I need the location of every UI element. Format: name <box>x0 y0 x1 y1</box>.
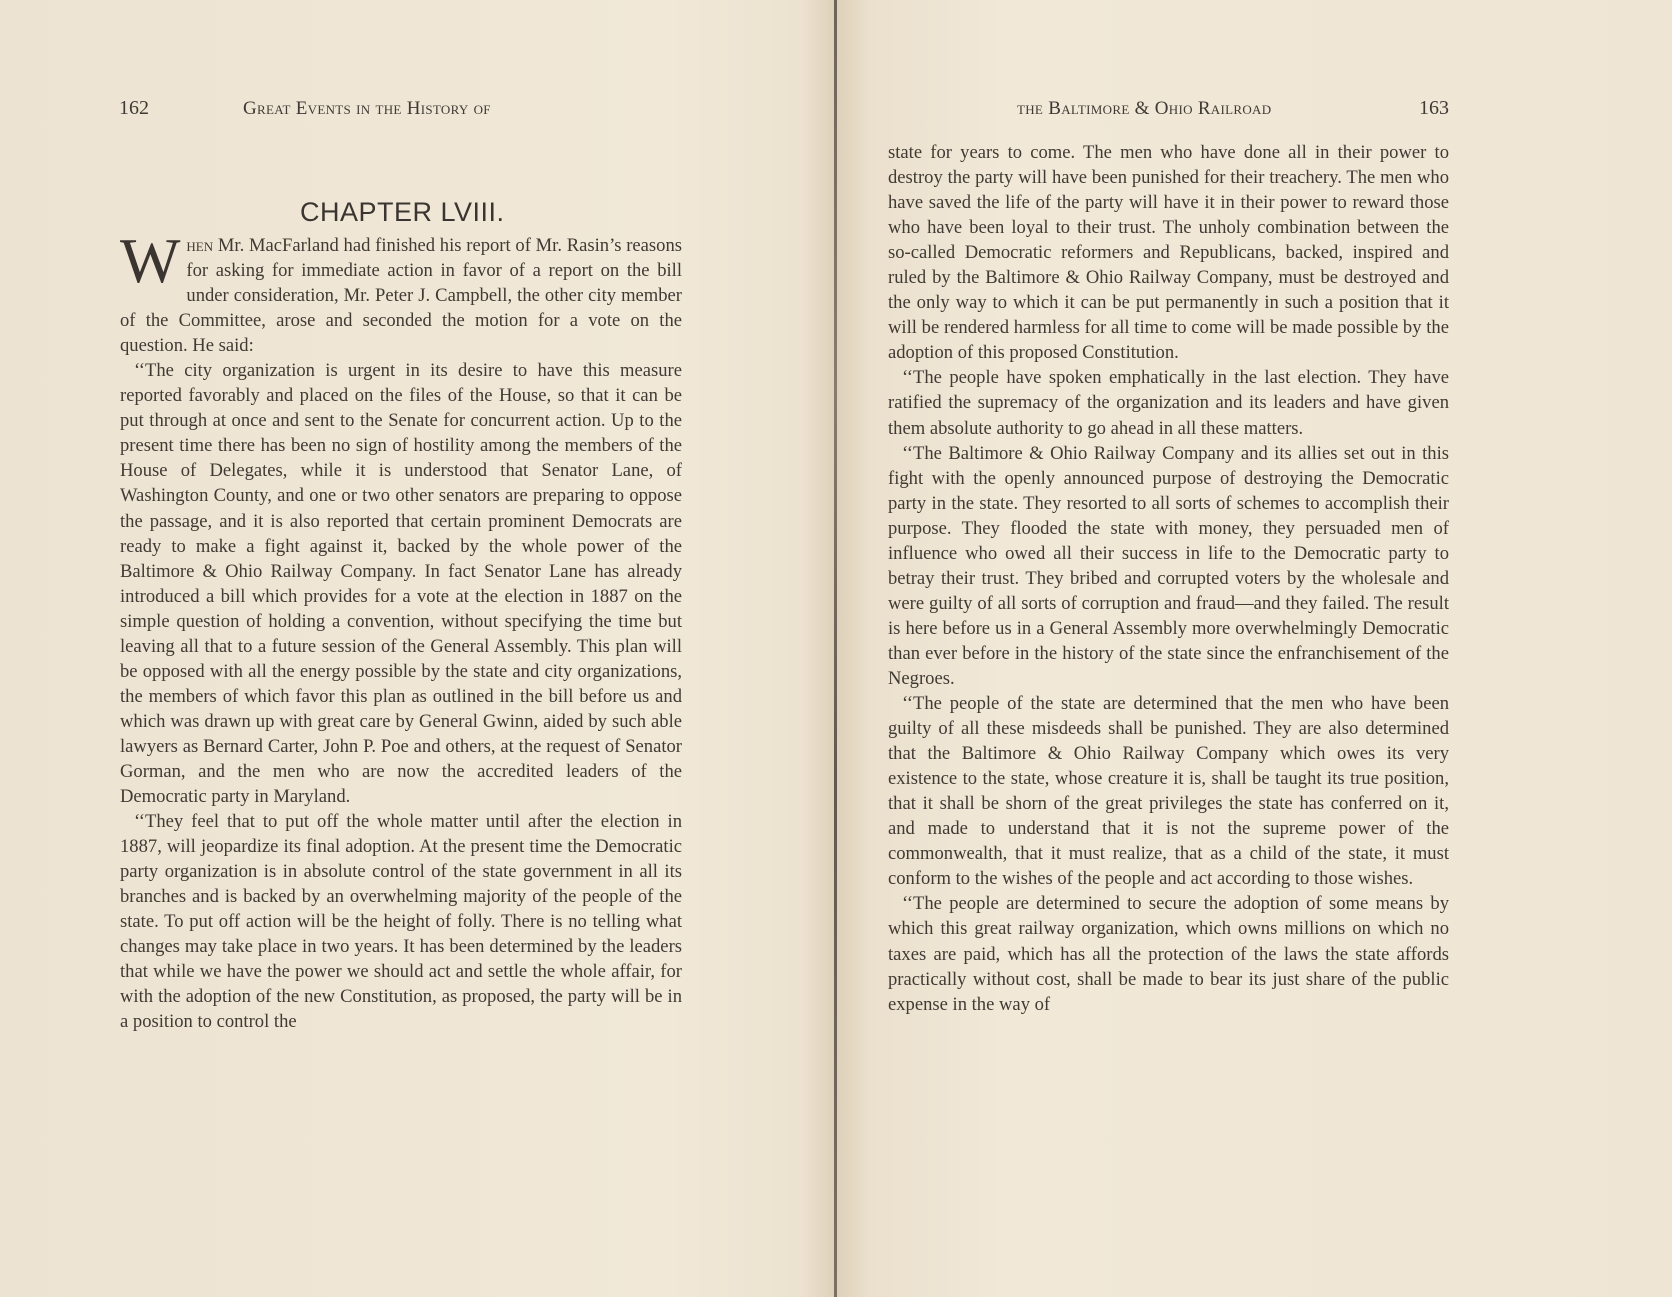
chapter-title: CHAPTER LVIII. <box>300 197 505 227</box>
paragraph: ‘‘The people have spoken emphatically in the last election. They have ratified the supremacy of the organization and its leaders and have given them absolute authority to go ahead in all these matters. <box>888 367 1449 439</box>
paragraph: ‘‘The city organization is urgent in its desire to have this measure reported favorably and placed on the files of the House, so that it can be put through at once and sent to the Senate for concurrent action. Up to the present time there has been no sign of hostility among the members of the House of Delegates, while it is understood that Senator Lane, of Washington County, and one or two other senators are preparing to oppose the passage, and it is also reported that certain prominent Democrats are ready to make a fight against it, backed by the whole power of the Baltimore & Ohio Railway Company. In fact Senator Lane has already introduced a bill which provides for a vote at the election in 1887 on the simple question of holding a convention, without specifying the time but leaving all that to a future session of the General Assembly. This plan will be opposed with all the energy possible by the state and city organizations, the members of which favor this plan as outlined in the bill before us and which was drawn up with great care by General Gwinn, aided by such able lawyers as Bernard Carter, John P. Poe and others, at the request of Senator Gorman, and the men who are now the accredited leaders of the Democratic party in Maryland. <box>120 360 682 808</box>
left-body-text <box>120 225 682 1035</box>
paragraph: ‘‘The people of the state are determined that the men who have been guilty of all these misdeeds shall be punished. They are also determined that the Baltimore & Ohio Railway Company which owes its very existence to the state, whose creature it is, shall be taught its true position, that it shall be shorn of the great privileges the state has conferred on it, and made to understand that it is not the supreme power of the commonwealth, that it must realize, that as a child of the state, it must conform to the wishes of the people and act according to those wishes. <box>888 693 1449 890</box>
right-page <box>837 0 1672 1297</box>
paragraph-text: Mr. MacFarland had finished his report of Mr. Rasin’s reasons for asking for immediate action in favor of a report on the bill under consideration, Mr. Peter J. Campbell, the other city member of the Committee, arose and seconded the motion for a vote on the question. He said: <box>120 235 682 357</box>
right-running-header: the Baltimore & Ohio Railroad <box>1017 98 1272 119</box>
paragraph: ‘‘The Baltimore & Ohio Railway Company and its allies set out in this fight with the openly announced purpose of destroying the Democratic party in the state. They resorted to all sorts of schemes to accomplish their purpose. They flooded the state with money, they persuaded men of influence who owed all their success in life to the Democratic party to betray their trust. They bribed and corrupted voters by the wholesale and were guilty of all sorts of corruption and fraud—and they failed. The result is here before us in a General Assembly more overwhelmingly Democratic than ever before in the history of the state since the enfranchisement of the Negroes. <box>888 442 1449 689</box>
paragraph: ‘‘The people are determined to secure the adoption of some means by which this great railway organization, which owns millions on which no taxes are paid, which has all the protection of the laws the state affords practically without cost, shall be made to bear its just share of the public expense in the way of <box>888 893 1449 1015</box>
left-page-number: 162 <box>119 97 149 119</box>
right-page-number: 163 <box>1419 97 1449 119</box>
left-page <box>0 0 834 1297</box>
left-running-header: Great Events in the History of <box>243 98 491 119</box>
right-body-text <box>888 140 1449 1017</box>
lead-smallcaps: hen <box>186 235 214 256</box>
drop-cap: W <box>120 225 181 296</box>
paragraph <box>120 225 682 358</box>
paragraph: state for years to come. The men who have done all in their power to destroy the party will have been punished for their treachery. The men who have saved the life of the party will have it in their power to reward those who have been loyal to their trust. The unholy combination between the so-called Democratic reformers and Republicans, backed, inspired and ruled by the Baltimore & Ohio Railway Company, must be destroyed and the only way to which it can be put permanently in such a position that it will be rendered harmless for all time to come will be made possible by the adoption of this proposed Constitution. <box>888 142 1449 364</box>
paragraph: ‘‘They feel that to put off the whole matter until after the election in 1887, will jeopardize its final adoption. At the present time the Democratic party organization is in absolute control of the state government in all its branches and is backed by an overwhelming majority of the people of the state. To put off action will be the height of folly. There is no telling what changes may take place in two years. It has been determined by the leaders that while we have the power we should act and settle the whole affair, for with the adoption of the new Constitution, as proposed, the party will be in a position to control the <box>120 811 682 1033</box>
